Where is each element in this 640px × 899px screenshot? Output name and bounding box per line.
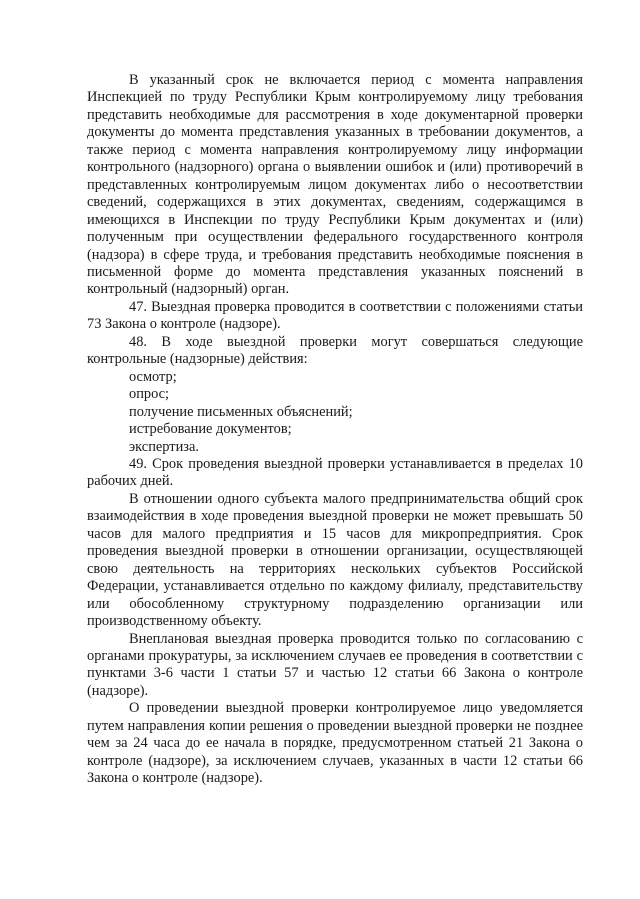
document-body — [87, 72, 583, 788]
list-item-inspection: осмотр; — [129, 368, 177, 385]
paragraph-unscheduled-check: Внеплановая выездная проверка проводится только по согласованию с органами прокуратуры, за исключением случаев ее проведения в соответствии с пунктами 3-6 части 1 статьи 57 и частью 12 статьи 66 Закона о контроле (надзоре). — [87, 630, 583, 699]
list-item-written-explanations: получение письменных объяснений; — [129, 403, 353, 420]
paragraph-notification: О проведении выездной проверки контролируемое лицо уведомляется путем направления копии решения о проведении выездной проверки не позднее чем за 24 часа до ее начала в порядке, предусмотренном статьей 21 Закона о контроле (надзоре), за исключением случаев, указанных в части 12 статьи 66 Закона о контроле (надзоре). — [87, 700, 583, 787]
list-item-document-request: истребование документов; — [129, 421, 292, 438]
list-item-expertise: экспертиза. — [129, 438, 199, 455]
paragraph-period-exclusion: В указанный срок не включается период с момента направления Инспекцией по труду Республики Крым контролируемому лицу требования представить необходимые для рассмотрения в ходе документарной проверки документы до момента представления указанных в требовании документов, а также период с момента направления контролируемому лицу информации контрольного (надзорного) органа о выявлении ошибок и (или) противоречий в представленных контролируемым лицом документах либо о несоответствии сведений, содержащихся в этих документах, сведениям, содержащимся в имеющихся в Инспекции по труду Республики Крым документах и (или) полученным при осуществлении федерального государственного контроля (надзора) в сфере труда, и требования представить необходимые пояснения в письменной форме до момента представления указанных пояснений в контрольный (надзорный) орган. — [87, 72, 583, 298]
paragraph-small-business: В отношении одного субъекта малого предпринимательства общий срок взаимодействия в ходе проведения выездной проверки не может превышать 50 часов для малого предприятия и 15 часов для микропредприятия. Срок проведения выездной проверки в отношении организации, осуществляющей свою деятельность на территориях нескольких субъектов Российской Федерации, устанавливается отдельно по каждому филиалу, представительству или обособленному структурному подразделению организации или производственному объекту. — [87, 490, 583, 630]
paragraph-48: 48. В ходе выездной проверки могут совершаться следующие контрольные (надзорные) действия: — [87, 333, 583, 368]
list-item-survey: опрос; — [129, 386, 170, 403]
paragraph-47: 47. Выездная проверка проводится в соответствии с положениями статьи 73 Закона о контроле (надзоре). — [87, 298, 583, 333]
paragraph-49: 49. Срок проведения выездной проверки устанавливается в пределах 10 рабочих дней. — [87, 455, 583, 490]
